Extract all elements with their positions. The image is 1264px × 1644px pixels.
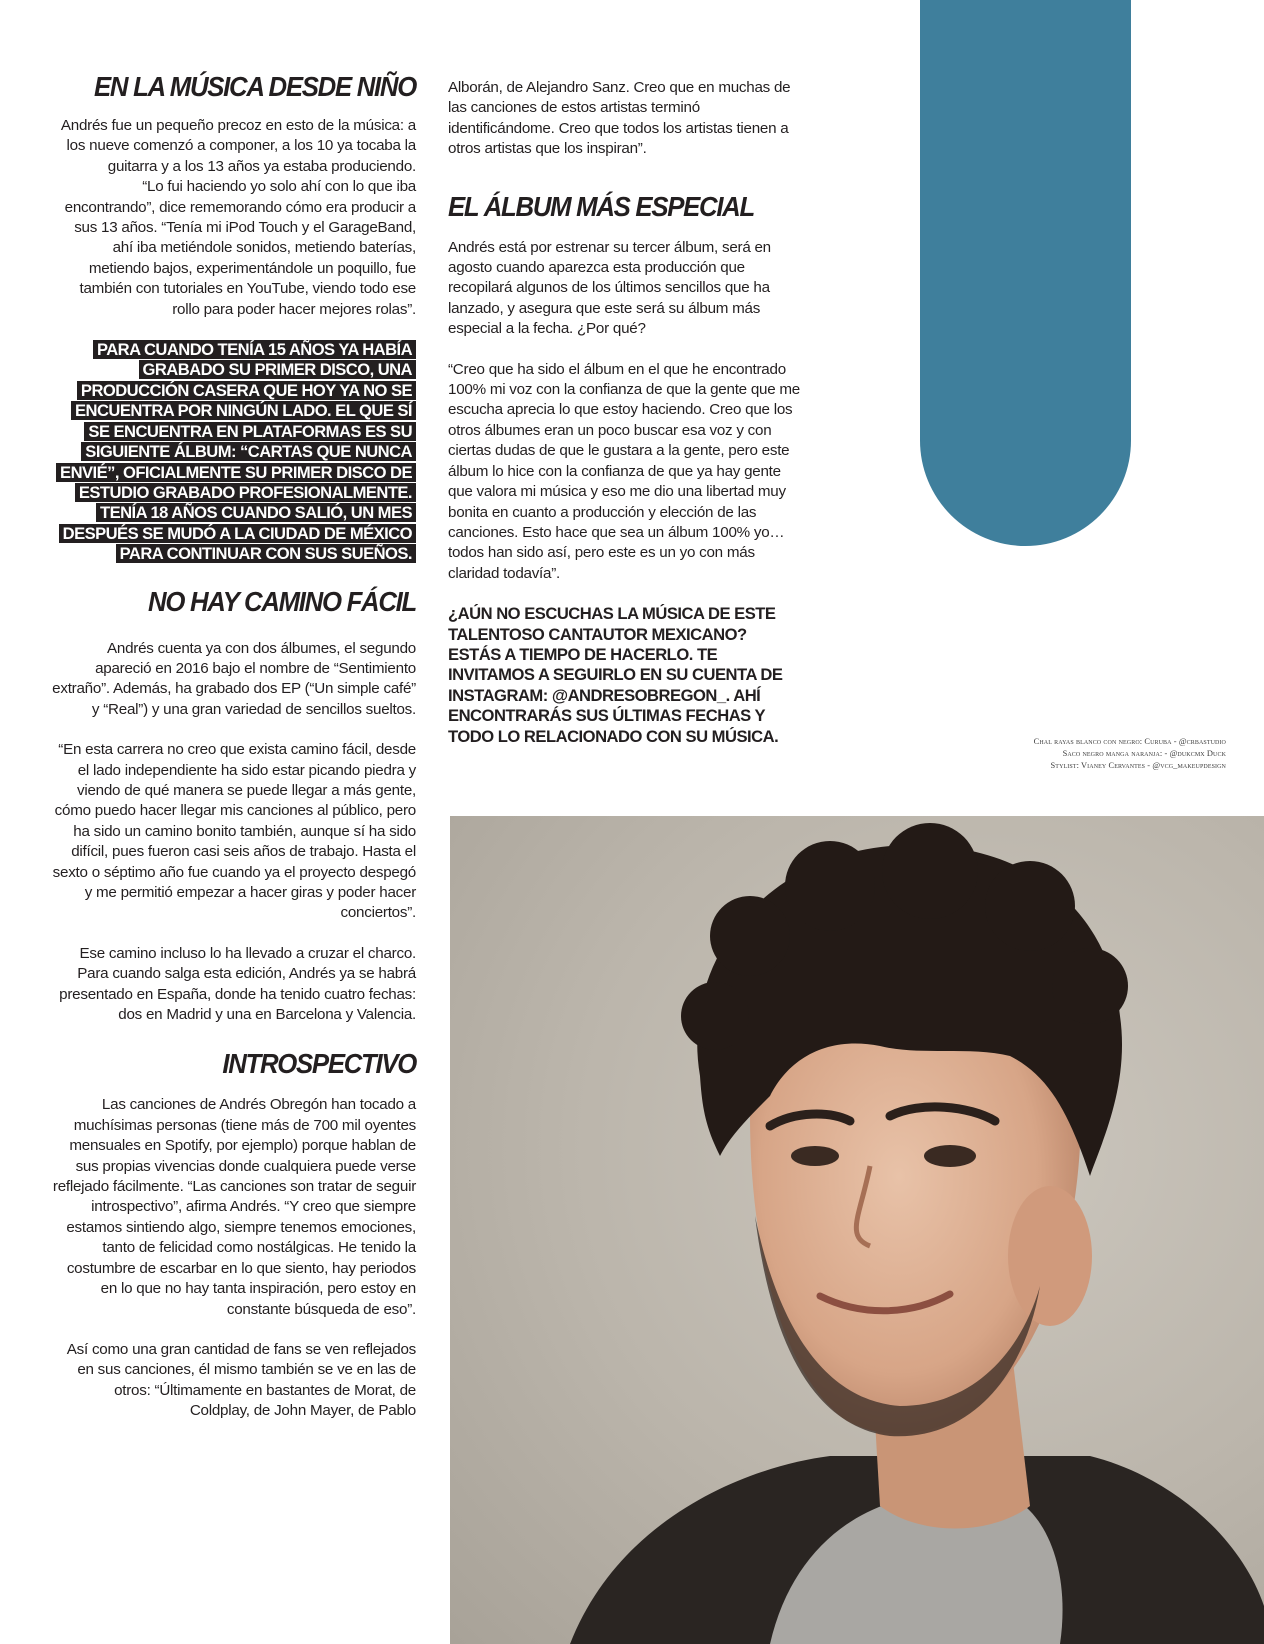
pull-quote <box>52 340 416 564</box>
portrait-photo <box>450 816 1264 1644</box>
wardrobe-credits <box>926 736 1226 772</box>
credit-line: Stylist: Vianey Cervantes - @vcg_makeupdesign <box>1050 761 1226 770</box>
paragraph-continued: Alborán, de Alejandro Sanz. Creo que en muchas de las canciones de estos artistas terminó identificándome. Creo que todos los artistas tienen a otros artistas que los inspiran”. <box>448 79 791 158</box>
call-to-action: ¿AÚN NO ESCUCHAS LA MÚSICA DE ESTE TALENTOSO CANTAUTOR MEXICANO? ESTÁS A TIEMPO DE HACERLO. TE INVITAMOS A SEGUIRLO EN SU CUENTA DE INSTAGRAM: @ANDRESOBREGON_. AHÍ ENCONTRARÁS SUS ÚLTIMAS FECHAS Y TODO LO RELACIONADO CON SU MÚSICA. <box>448 604 783 746</box>
heading-introspectivo: INTROSPECTIVO <box>222 1048 416 1080</box>
portrait-illustration <box>450 816 1264 1644</box>
paragraph: “Lo fui haciendo yo solo ahí con lo que iba encontrando”, dice rememorando cómo era producir a sus 13 años. “Tenía mi iPod Touch y el GarageBand, ahí iba metiéndole sonidos, metiendo baterías, metiendo bajos, experimentándole un poquillo, fue también con tutoriales en YouTube, viendo todo ese rollo para poder hacer mejores rolas”. <box>64 178 416 318</box>
heading-no-hay-camino: NO HAY CAMINO FÁCIL <box>148 585 416 617</box>
paragraph: Andrés fue un pequeño precoz en esto de la música: a los nueve comenzó a componer, a los 10 ya tocaba la guitarra y a los 13 años ya estaba produciendo. <box>60 117 416 175</box>
paragraph: Andrés está por estrenar su tercer álbum, será en agosto cuando aparezca esta producción que recopilará algunos de los últimos sencillos que ha lanzado, y asegura que este será su álbum más especial a la fecha. ¿Por qué? <box>448 238 771 338</box>
middle-column <box>448 78 803 747</box>
heading-en-la-musica: EN LA MÚSICA DESDE NIÑO <box>94 71 416 102</box>
paragraph: Andrés cuenta ya con dos álbumes, el segundo apareció en 2016 bajo el nombre de “Sentimiento extraño”. Además, ha grabado dos EP (“Un simple café” y “Real”) y una gran variedad de sencillos sueltos. <box>52 639 416 718</box>
paragraph: “Creo que ha sido el álbum en el que he encontrado 100% mi voz con la confianza de que la gente que me escucha aprecia lo que estoy haciendo. Creo que los otros álbumes eran un poco buscar esa voz y con ciertas dudas de que le gustara a la gente, pero este álbum lo hice con la confianza de que ya hay gente que valora mi música y eso me dio una libertad muy bonita en cuanto a producción y elección de las canciones. Esto hace que sea un álbum 100% yo… todos han sido así, pero este es un yo con más claridad todavía”. <box>448 360 800 582</box>
paragraph: Así como una gran cantidad de fans se ven reflejados en sus canciones, él mismo también se ve en las de otros: “Últimamente en bastantes de Morat, de Coldplay, de John Mayer, de Pablo <box>66 1340 416 1420</box>
credit-line: Saco negro manga naranja: - @dukcmx Duck <box>1062 749 1226 758</box>
credit-line: Chal rayas blanco con negro: Curuba - @crbastudio <box>1033 737 1226 746</box>
heading-album-especial: EL ÁLBUM MÁS ESPECIAL <box>448 190 754 222</box>
paragraph: Las canciones de Andrés Obregón han tocado a muchísimas personas (tiene más de 700 mil oyentes mensuales en Spotify, por ejemplo) porque hablan de sus propias vivencias donde cualquiera puede verse reflejado fácilmente. “Las canciones son tratar de seguir introspectivo”, afirma Andrés. “Y creo que siempre estamos sintiendo algo, siempre tenemos emociones, tanto de felicidad como nostálgicas. He tenido la costumbre de escarbar en lo que siento, hay periodos en lo que no hay tanta inspiración, pero estoy en constante búsqueda de eso”. <box>52 1096 416 1318</box>
pull-quote-text: PARA CUANDO TENÍA 15 AÑOS YA HABÍA GRABADO SU PRIMER DISCO, UNA PRODUCCIÓN CASERA QUE HOY YA NO SE ENCUENTRA POR NINGÚN LADO. EL QUE SÍ SE ENCUENTRA EN PLATAFORMAS ES SU SIGUIENTE ÁLBUM: “CARTAS QUE NUNCA ENVIÉ”, OFICIALMENTE SU PRIMER DISCO DE ESTUDIO GRABADO PROFESIONALMENTE. TENÍA 18 AÑOS CUANDO SALIÓ, UN MES DESPUÉS SE MUDÓ A LA CIUDAD DE MÉXICO PARA CONTINUAR CON SUS SUEÑOS. <box>56 340 416 563</box>
left-column <box>52 70 416 1422</box>
accent-pill-shape <box>920 0 1131 546</box>
paragraph: Ese camino incluso lo ha llevado a cruzar el charco. Para cuando salga esta edición, Andrés ya se habrá presentado en España, donde ha tenido cuatro fechas: dos en Madrid y una en Barcelona y Valencia. <box>59 944 416 1024</box>
paragraph: “En esta carrera no creo que exista camino fácil, desde el lado independiente ha sido estar picando piedra y viendo de qué manera se puede llegar a más gente, cómo puedo hacer llegar mis canciones al público, pero ha sido un camino bonito también, aunque sí ha sido difícil, pues fueron casi seis años de trabajo. Hasta el sexto o séptimo año fue cuando ya el proyecto despegó y me permitió empezar a hacer giras y poder hacer conciertos”. <box>52 741 416 922</box>
